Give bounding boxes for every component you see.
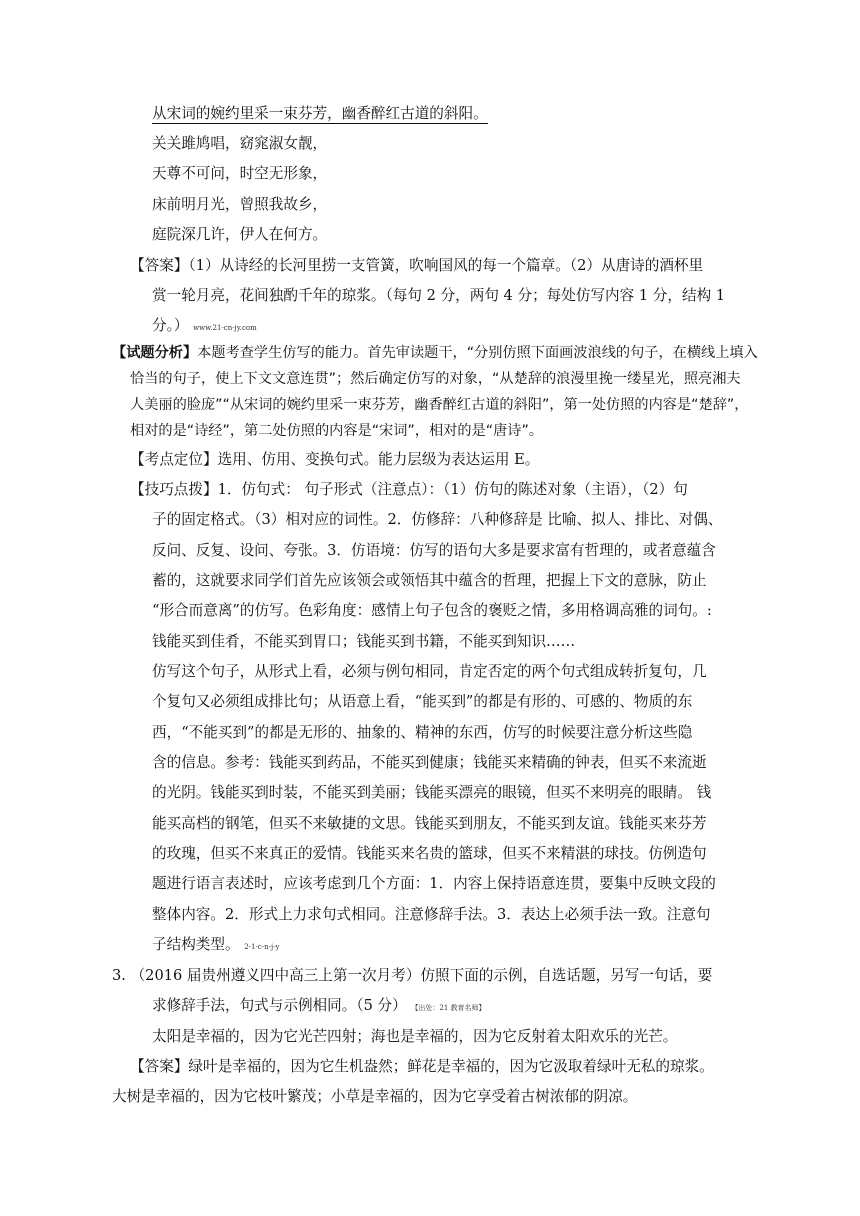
- jiqiao-text-16: 子结构类型。: [152, 936, 240, 953]
- kaodian-line: [130, 450, 539, 470]
- answer-tag: 【答案】: [130, 1058, 189, 1075]
- analysis-line-1: [112, 343, 758, 363]
- analysis-line-3: 人美丽的脸庞”“从宋词的婉约里采一束芬芳，幽香醉红古道的斜阳”，第一处仿照的内容是“楚辞”，: [130, 397, 749, 413]
- jiqiao-line-7: 仿写这个句子，从形式上看，必须与例句相同，肯定否定的两个句式组成转折复句，几: [152, 663, 707, 680]
- jiqiao-line-5: “形合而意离”的仿写。色彩角度：感情上句子包含的褒贬之情，多用格调高雅的词句。:: [152, 602, 712, 619]
- jiqiao-line-11: 的光阴。钱能买到时装，不能买到美丽；钱能买漂亮的眼镜，但买不来明亮的眼睛。 钱: [152, 784, 712, 801]
- poem-line-4: 床前明月光，曾照我故乡，: [152, 196, 328, 213]
- jiqiao-text-1: 1．仿句式： 句子形式（注意点）：（1）仿句的陈述对象（主语），（2）句: [217, 481, 688, 498]
- question-3-example: 太阳是幸福的，因为它光芒四射；海也是幸福的，因为它反射着太阳欢乐的光芒。: [152, 1028, 678, 1045]
- jiqiao-line-14: 题进行语言表述时，应该考虑到几个方面：1．内容上保持语意连贯，要集中反映文段的: [152, 875, 716, 892]
- poem-line-1: [152, 104, 488, 124]
- answer-3-text-1: 绿叶是幸福的，因为它生机盎然；鲜花是幸福的，因为它汲取着绿叶无私的琼浆。: [188, 1058, 714, 1075]
- answer-1-text-1: （1）从诗经的长河里捞一支管簧，吹响国风的每一个篇章。（2）从唐诗的酒杯里: [188, 257, 704, 274]
- answer-3-line-1: [130, 1057, 714, 1077]
- kaodian-tag: 【考点定位】: [130, 451, 218, 468]
- answer-3-line-2: 大树是幸福的，因为它枝叶繁茂；小草是幸福的，因为它享受着古树浓郁的阴凉。: [112, 1088, 638, 1105]
- answer-1-line-1: [130, 256, 703, 276]
- question-3-line-2: [152, 996, 486, 1018]
- jiqiao-line-2: 子的固定格式。（3）相对应的词性。2．仿修辞：八种修辞是 比喻、拟人、排比、对偶、: [152, 511, 723, 528]
- answer-1-text-3: 分。）: [152, 317, 189, 334]
- watermark: 2-1-c-n-j-y: [244, 943, 280, 951]
- analysis-line-2: 恰当的句子，使上下文文意连贯”；然后确定仿写的对象，“从楚辞的浪漫里挽一缕星光，照亮湘夫: [130, 371, 741, 387]
- kaodian-text: 选用、仿用、变换句式。能力层级为表达运用 E。: [217, 451, 540, 468]
- answer-1-line-3: [152, 316, 257, 338]
- watermark: www.21-cn-jy.com: [193, 324, 257, 332]
- question-3-line-1: 3. （2016 届贵州遵义四中高三上第一次月考）仿照下面的示例，自选话题，另写一句话，要: [112, 967, 713, 984]
- jiqiao-line-16: [152, 935, 280, 957]
- analysis-tag: 【试题分析】: [112, 345, 198, 361]
- jiqiao-line-3: 反问、反复、设问、夸张。3．仿语境：仿写的语句大多是要求富有哲理的，或者意蕴含: [152, 542, 716, 559]
- analysis-line-4: 相对的是“诗经”，第二处仿照的内容是“宋词”，相对的是“唐诗”。: [130, 423, 543, 439]
- answer-1-line-2: 赏一轮月亮，花间独酌千年的琼浆。（每句 2 分，两句 4 分；每处仿写内容 1 分，结构 1: [152, 287, 726, 304]
- poem-line-1-text: 从宋词的婉约里采一束芬芳，幽香醉红古道的斜阳。: [152, 105, 488, 122]
- poem-line-5: 庭院深几许，伊人在何方。: [152, 226, 328, 243]
- question-3-text-2: 求修辞手法，句式与示例相同。（5 分）: [152, 997, 407, 1014]
- poem-line-3: 天尊不可问，时空无形象，: [152, 165, 328, 182]
- source-note: 【出处：21 教育名师】: [411, 1004, 486, 1012]
- jiqiao-line-15: 整体内容。2．形式上力求句式相同。注意修辞手法。3．表达上必须手法一致。注意句: [152, 906, 711, 923]
- poem-line-2: 关关雎鸠唱，窈窕淑女靓，: [152, 135, 328, 152]
- jiqiao-line-6: 钱能买到佳肴，不能买到胃口；钱能买到书籍，不能买到知识……: [152, 633, 576, 650]
- jiqiao-tag: 【技巧点拨】: [130, 481, 218, 498]
- jiqiao-line-9: 西，“不能买到”的都是无形的、抽象的、精神的东西，仿写的时候要注意分析这些隐: [152, 724, 693, 741]
- jiqiao-line-4: 蓄的，这就要求同学们首先应该领会或领悟其中蕴含的哲理，把握上下文的意脉，防止: [152, 572, 707, 589]
- analysis-text-1: 本题考查学生仿写的能力。首先审读题干，“分别仿照下面画波浪线的句子，在横线上填入: [197, 345, 758, 361]
- answer-tag: 【答案】: [130, 257, 189, 274]
- jiqiao-line-1: [130, 480, 688, 500]
- jiqiao-line-10: 含的信息。参考：钱能买到药品，不能买到健康；钱能买来精确的钟表，但买不来流逝: [152, 754, 707, 771]
- jiqiao-line-8: 个复句又必须组成排比句；从语意上看，“能买到”的都是有形的、可感的、物质的东: [152, 693, 693, 710]
- jiqiao-line-12: 能买高档的钢笔，但买不来敏捷的文思。钱能买到朋友，不能买到友谊。钱能买来芬芳: [152, 815, 707, 832]
- jiqiao-line-13: 的玫瑰，但买不来真正的爱情。钱能买来名贵的篮球，但买不来精湛的球技。仿例造句: [152, 845, 707, 862]
